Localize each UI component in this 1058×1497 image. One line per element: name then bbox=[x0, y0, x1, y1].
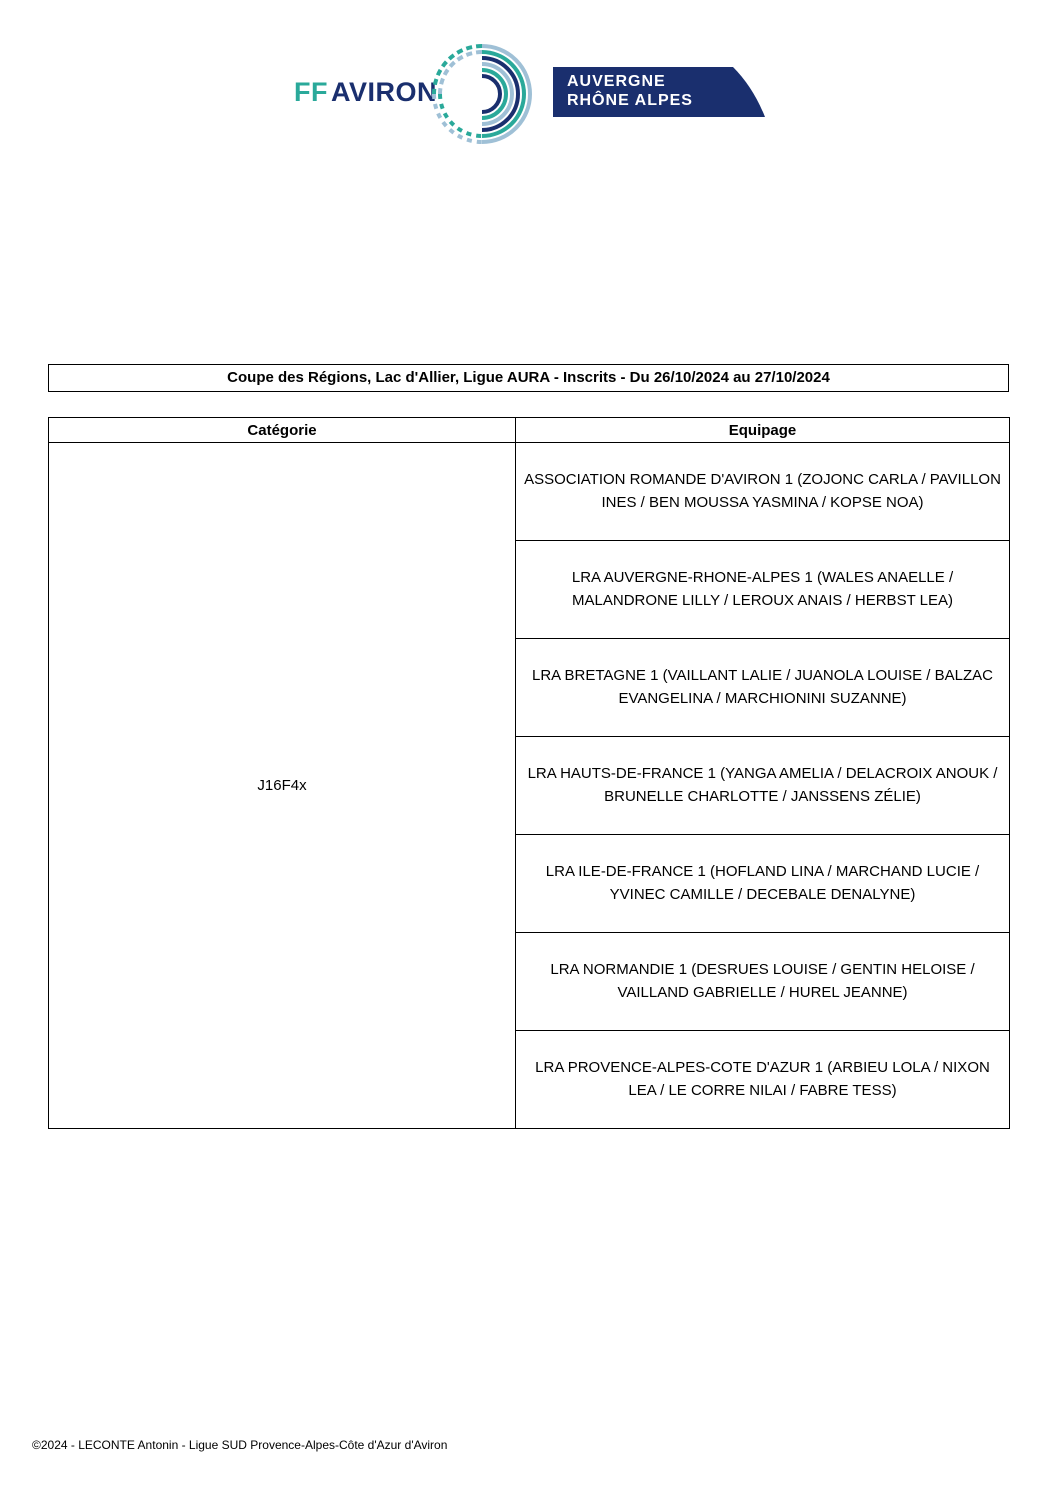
logo-rings-icon bbox=[428, 40, 536, 148]
crew-cell: LRA ILE-DE-FRANCE 1 (HOFLAND LINA / MARCHAND LUCIE / YVINEC CAMILLE / DECEBALE DENALYNE) bbox=[516, 835, 1010, 933]
crew-cell: LRA AUVERGNE-RHONE-ALPES 1 (WALES ANAELLE / MALANDRONE LILLY / LEROUX ANAIS / HERBST LEA) bbox=[516, 541, 1010, 639]
logo-region-line1: AUVERGNE bbox=[567, 73, 666, 90]
page-title: Coupe des Régions, Lac d'Allier, Ligue AURA - Inscrits - Du 26/10/2024 au 27/10/2024 bbox=[48, 364, 1009, 392]
ffaviron-aura-logo bbox=[290, 40, 770, 148]
table-row bbox=[49, 443, 1010, 541]
table-header-row bbox=[49, 418, 1010, 443]
logo-region-box bbox=[553, 67, 765, 117]
column-header-crew: Equipage bbox=[516, 418, 1010, 443]
category-cell: J16F4x bbox=[49, 443, 516, 1129]
column-header-category: Catégorie bbox=[49, 418, 516, 443]
footer-copyright: ©2024 - LECONTE Antonin - Ligue SUD Provence-Alpes-Côte d'Azur d'Aviron bbox=[32, 1438, 448, 1452]
logo-region-line2: RHÔNE ALPES bbox=[567, 92, 693, 109]
crew-cell: LRA HAUTS-DE-FRANCE 1 (YANGA AMELIA / DELACROIX ANOUK / BRUNELLE CHARLOTTE / JANSSENS ZÉLIE) bbox=[516, 737, 1010, 835]
logo-ff-text: FF bbox=[294, 77, 328, 107]
crew-cell: LRA PROVENCE-ALPES-COTE D'AZUR 1 (ARBIEU LOLA / NIXON LEA / LE CORRE NILAI / FABRE TESS) bbox=[516, 1031, 1010, 1129]
entries-table bbox=[48, 417, 1010, 1129]
crew-cell: ASSOCIATION ROMANDE D'AVIRON 1 (ZOJONC CARLA / PAVILLON INES / BEN MOUSSA YASMINA / KOPSE NOA) bbox=[516, 443, 1010, 541]
crew-cell: LRA BRETAGNE 1 (VAILLANT LALIE / JUANOLA LOUISE / BALZAC EVANGELINA / MARCHIONINI SUZANNE) bbox=[516, 639, 1010, 737]
logo-aviron-text: AVIRON bbox=[331, 77, 438, 107]
crew-cell: LRA NORMANDIE 1 (DESRUES LOUISE / GENTIN HELOISE / VAILLAND GABRIELLE / HUREL JEANNE) bbox=[516, 933, 1010, 1031]
logo-region-text bbox=[567, 72, 693, 110]
